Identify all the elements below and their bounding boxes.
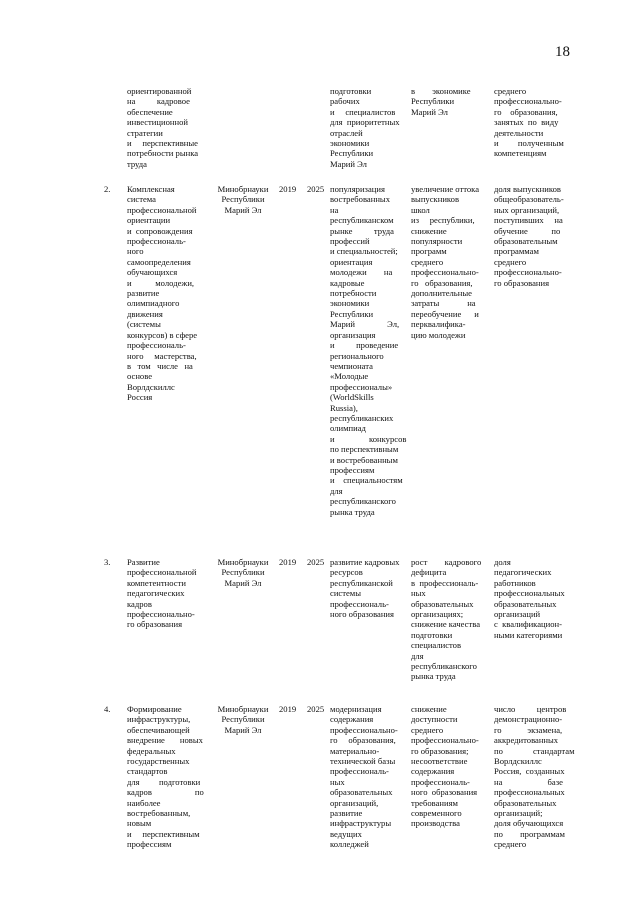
row-2-risks: увеличение оттока выпускников школ из республики, снижение популярности программ среднего профессионально- го образования, дополнительные затраты на переобучение и перквалифика- цию молодежи [411, 184, 480, 340]
continuation-risks: в экономике Республики Марий Эл [411, 86, 471, 117]
row-2-start-year: 2019 [279, 184, 297, 194]
row-4-risks: снижение доступности среднего профессионально- го образования; несоответствие содержания профессиональ- ного образования требованиям современного производства [411, 704, 479, 829]
page-number: 18 [555, 44, 570, 60]
row-4-name: Формирование инфраструктуры, обеспечивающей внедрение новых федеральных государственных стандартов для подготовки кадров по наиболее востребованным, новым и перспективным профессиям [127, 704, 204, 850]
row-4-activities: модернизация содержания профессионально- го образования, материально- технической базы профессиональ- ных образовательных организаций, развитие инфраструктуры ведущих колледжей [330, 704, 398, 850]
row-4-organization: Минобрнауки Республики Марий Эл [217, 704, 269, 735]
continuation-indicators: среднего профессионально- го образования, занятых по виду деятельности и полученным компетенциям [494, 86, 564, 159]
row-3-name: Развитие профессиональной компетентности педагогических кадров профессионально- го образования [127, 557, 197, 630]
row-4-end-year: 2025 [307, 704, 325, 714]
row-3-activities: развитие кадровых ресурсов республиканской системы профессиональ- ного образования [330, 557, 400, 620]
row-3-risks: рост кадрового дефицита в профессиональ- ных образовательных организациях; снижение качества подготовки специалистов для республиканского рынка труда [411, 557, 482, 682]
row-3-organization: Минобрнауки Республики Марий Эл [217, 557, 269, 588]
row-2-end-year: 2025 [307, 184, 325, 194]
row-2-number: 2. [104, 184, 111, 194]
row-2-indicators: доля выпускников общеобразователь- ных организаций, поступивших на обучение по образовательным программам среднего профессионально- го образования [494, 184, 564, 288]
row-3-start-year: 2019 [279, 557, 297, 567]
continuation-activities: подготовки рабочих и специалистов для приоритетных отраслей экономики Республики Марий Эл [330, 86, 400, 169]
row-2-activities: популяризация востребованных на республиканском рынке труда профессий и специальностей; ориентация молодежи на кадровые потребности экономики Республики Марий Эл, организация и проведение регионального чемпионата «Молодые профессионалы» (WorldSkills Russia), республиканских олимпиад и конкурсов по перспективным и востребованным профессиям и специальностям для республиканского рынка труда [330, 184, 407, 517]
continuation-name: ориентированной на кадровое обеспечение инвестиционной стратегии и перспективные потребности рынка труда [127, 86, 199, 169]
row-3-number: 3. [104, 557, 111, 567]
row-2-organization: Минобрнауки Республики Марий Эл [217, 184, 269, 215]
row-3-end-year: 2025 [307, 557, 325, 567]
row-4-start-year: 2019 [279, 704, 297, 714]
row-4-indicators: число центров демонстрационно- го экзамена, аккредитованных по стандартам Ворлдскиллс Россия, созданных на базе профессиональных образовательных организаций; доля обучающихся по программам среднего [494, 704, 575, 850]
row-2-name: Комплексная система профессиональной ориентации и сопровождения профессиональ- ного самоопределения обучающихся и молодежи, развитие олимпиадного движения (системы конкурсов) в сфере профессиональ- ного мастерства, в том числе на основе Ворлдскиллс Россия [127, 184, 198, 403]
row-3-indicators: доля педагогических работников профессиональных образовательных организаций с квалификацион- ными категориями [494, 557, 565, 640]
row-4-number: 4. [104, 704, 111, 714]
